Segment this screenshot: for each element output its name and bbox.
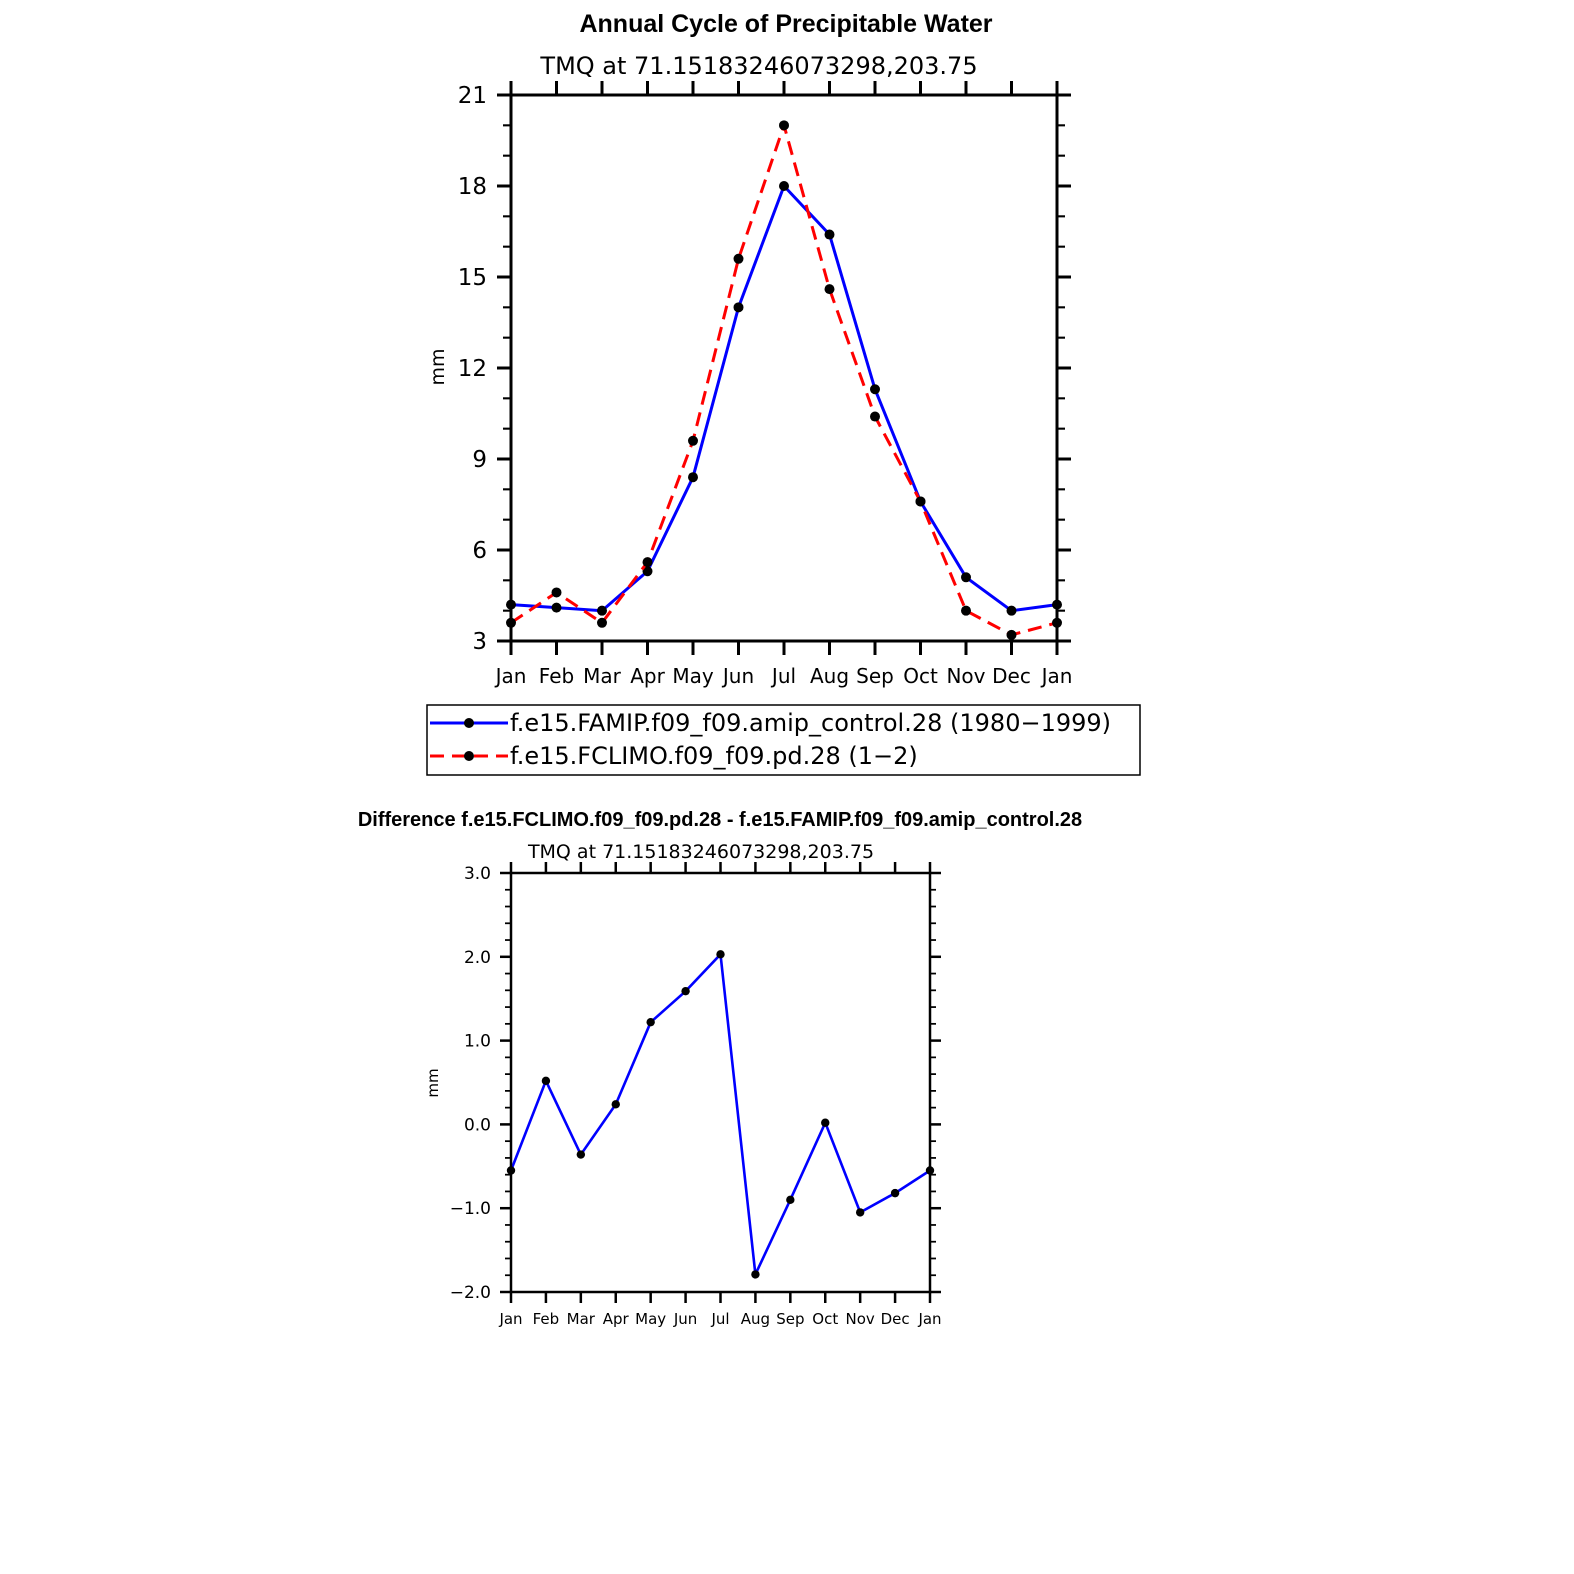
data-point <box>1007 630 1017 640</box>
chart-subtitle: TMQ at 71.15183246073298,203.75 <box>527 841 875 863</box>
chart-title: Annual Cycle of Precipitable Water <box>579 10 993 38</box>
x-tick-label: Feb <box>532 1310 560 1328</box>
data-point <box>552 603 562 613</box>
x-tick-label: Jul <box>771 664 797 688</box>
data-point <box>688 436 698 446</box>
data-point <box>716 950 724 958</box>
y-tick-label: 18 <box>457 174 487 201</box>
data-point <box>870 412 880 422</box>
data-point <box>597 606 607 616</box>
x-tick-labels <box>498 1310 941 1328</box>
y-tick-label: 15 <box>457 265 487 292</box>
data-point <box>646 1018 654 1026</box>
x-tick-label: May <box>672 664 714 688</box>
y-axis-label: mm <box>424 1068 442 1098</box>
x-tick-label: Mar <box>566 1310 595 1328</box>
y-tick-label: −1.0 <box>449 1199 491 1220</box>
data-point <box>786 1196 794 1204</box>
data-point <box>825 284 835 294</box>
data-point <box>612 1100 620 1108</box>
plot-frame <box>511 95 1057 641</box>
x-tick-label: Feb <box>538 664 575 688</box>
x-tick-label: Jan <box>499 1310 523 1328</box>
plot-frame <box>511 873 930 1292</box>
data-point <box>870 384 880 394</box>
data-point <box>856 1208 864 1216</box>
y-tick-label: 9 <box>472 447 487 474</box>
series-line-2 <box>511 125 1057 635</box>
data-point <box>734 302 744 312</box>
y-tick-labels <box>450 864 491 1303</box>
series-layer <box>507 950 934 1279</box>
x-tick-label: Jan <box>1041 664 1073 688</box>
series-layer <box>506 120 1062 640</box>
chart-subtitle: TMQ at 71.15183246073298,203.75 <box>540 52 978 80</box>
x-tick-label: Sep <box>776 1310 805 1328</box>
x-tick-label: Dec <box>880 1310 910 1328</box>
chart-title: Difference f.e15.FCLIMO.f09_f09.pd.28 - f.e15.FAMIP.f09_f09.amip_control.28 <box>357 809 1083 831</box>
axis-ticks <box>500 862 941 1303</box>
data-point <box>916 496 926 506</box>
series-line-1 <box>511 954 930 1274</box>
x-tick-label: Jan <box>918 1310 942 1328</box>
data-point <box>643 557 653 567</box>
series-line-1 <box>511 186 1057 611</box>
x-tick-labels <box>494 664 1073 688</box>
data-point <box>688 472 698 482</box>
y-tick-label: 6 <box>472 538 487 565</box>
y-tick-label: 21 <box>457 83 487 110</box>
y-tick-label: −2.0 <box>449 1282 491 1303</box>
data-point <box>821 1119 829 1127</box>
legend-label-1: f.e15.FAMIP.f09_f09.amip_control.28 (1980−1999) <box>510 709 1112 737</box>
x-tick-label: Jun <box>673 1310 698 1328</box>
x-tick-label: Aug <box>740 1310 771 1328</box>
x-tick-label: Apr <box>602 1310 629 1328</box>
x-tick-label: Jun <box>722 664 755 688</box>
data-point <box>542 1077 550 1085</box>
axis-ticks <box>497 81 1071 655</box>
data-point <box>779 120 789 130</box>
y-tick-label: 12 <box>457 356 487 383</box>
x-tick-label: Aug <box>809 664 850 688</box>
y-tick-label: 1.0 <box>463 1031 491 1052</box>
data-point <box>734 254 744 264</box>
x-tick-label: Oct <box>903 664 938 688</box>
data-point <box>961 572 971 582</box>
y-axis-label: mm <box>427 348 449 386</box>
x-tick-label: Jul <box>711 1310 730 1328</box>
x-tick-label: Mar <box>583 664 621 688</box>
legend-marker-1 <box>464 718 474 728</box>
x-tick-label: Nov <box>845 1310 875 1328</box>
data-point <box>681 987 689 995</box>
x-tick-label: Dec <box>992 664 1031 688</box>
x-tick-label: Jan <box>495 664 527 688</box>
y-tick-labels <box>458 83 487 655</box>
data-point <box>751 1270 759 1278</box>
data-point <box>891 1189 899 1197</box>
data-point <box>552 587 562 597</box>
y-tick-label: 3.0 <box>463 863 491 884</box>
x-tick-label: May <box>635 1310 667 1328</box>
data-point <box>779 181 789 191</box>
x-tick-label: Sep <box>856 664 894 688</box>
legend-marker-2 <box>464 751 474 761</box>
data-point <box>825 230 835 240</box>
y-tick-label: 0.0 <box>463 1115 491 1136</box>
annual-cycle-chart <box>427 10 1140 775</box>
data-point <box>577 1150 585 1158</box>
data-point <box>1007 606 1017 616</box>
x-tick-label: Apr <box>630 664 665 688</box>
difference-chart <box>358 809 1082 1328</box>
y-tick-label: 2.0 <box>463 947 491 968</box>
legend-label-2: f.e15.FCLIMO.f09_f09.pd.28 (1−2) <box>510 742 918 770</box>
y-tick-label: 3 <box>472 629 487 656</box>
x-tick-label: Nov <box>946 664 986 688</box>
x-tick-label: Oct <box>812 1310 839 1328</box>
legend <box>427 705 1140 775</box>
data-point <box>597 618 607 628</box>
data-point <box>961 606 971 616</box>
